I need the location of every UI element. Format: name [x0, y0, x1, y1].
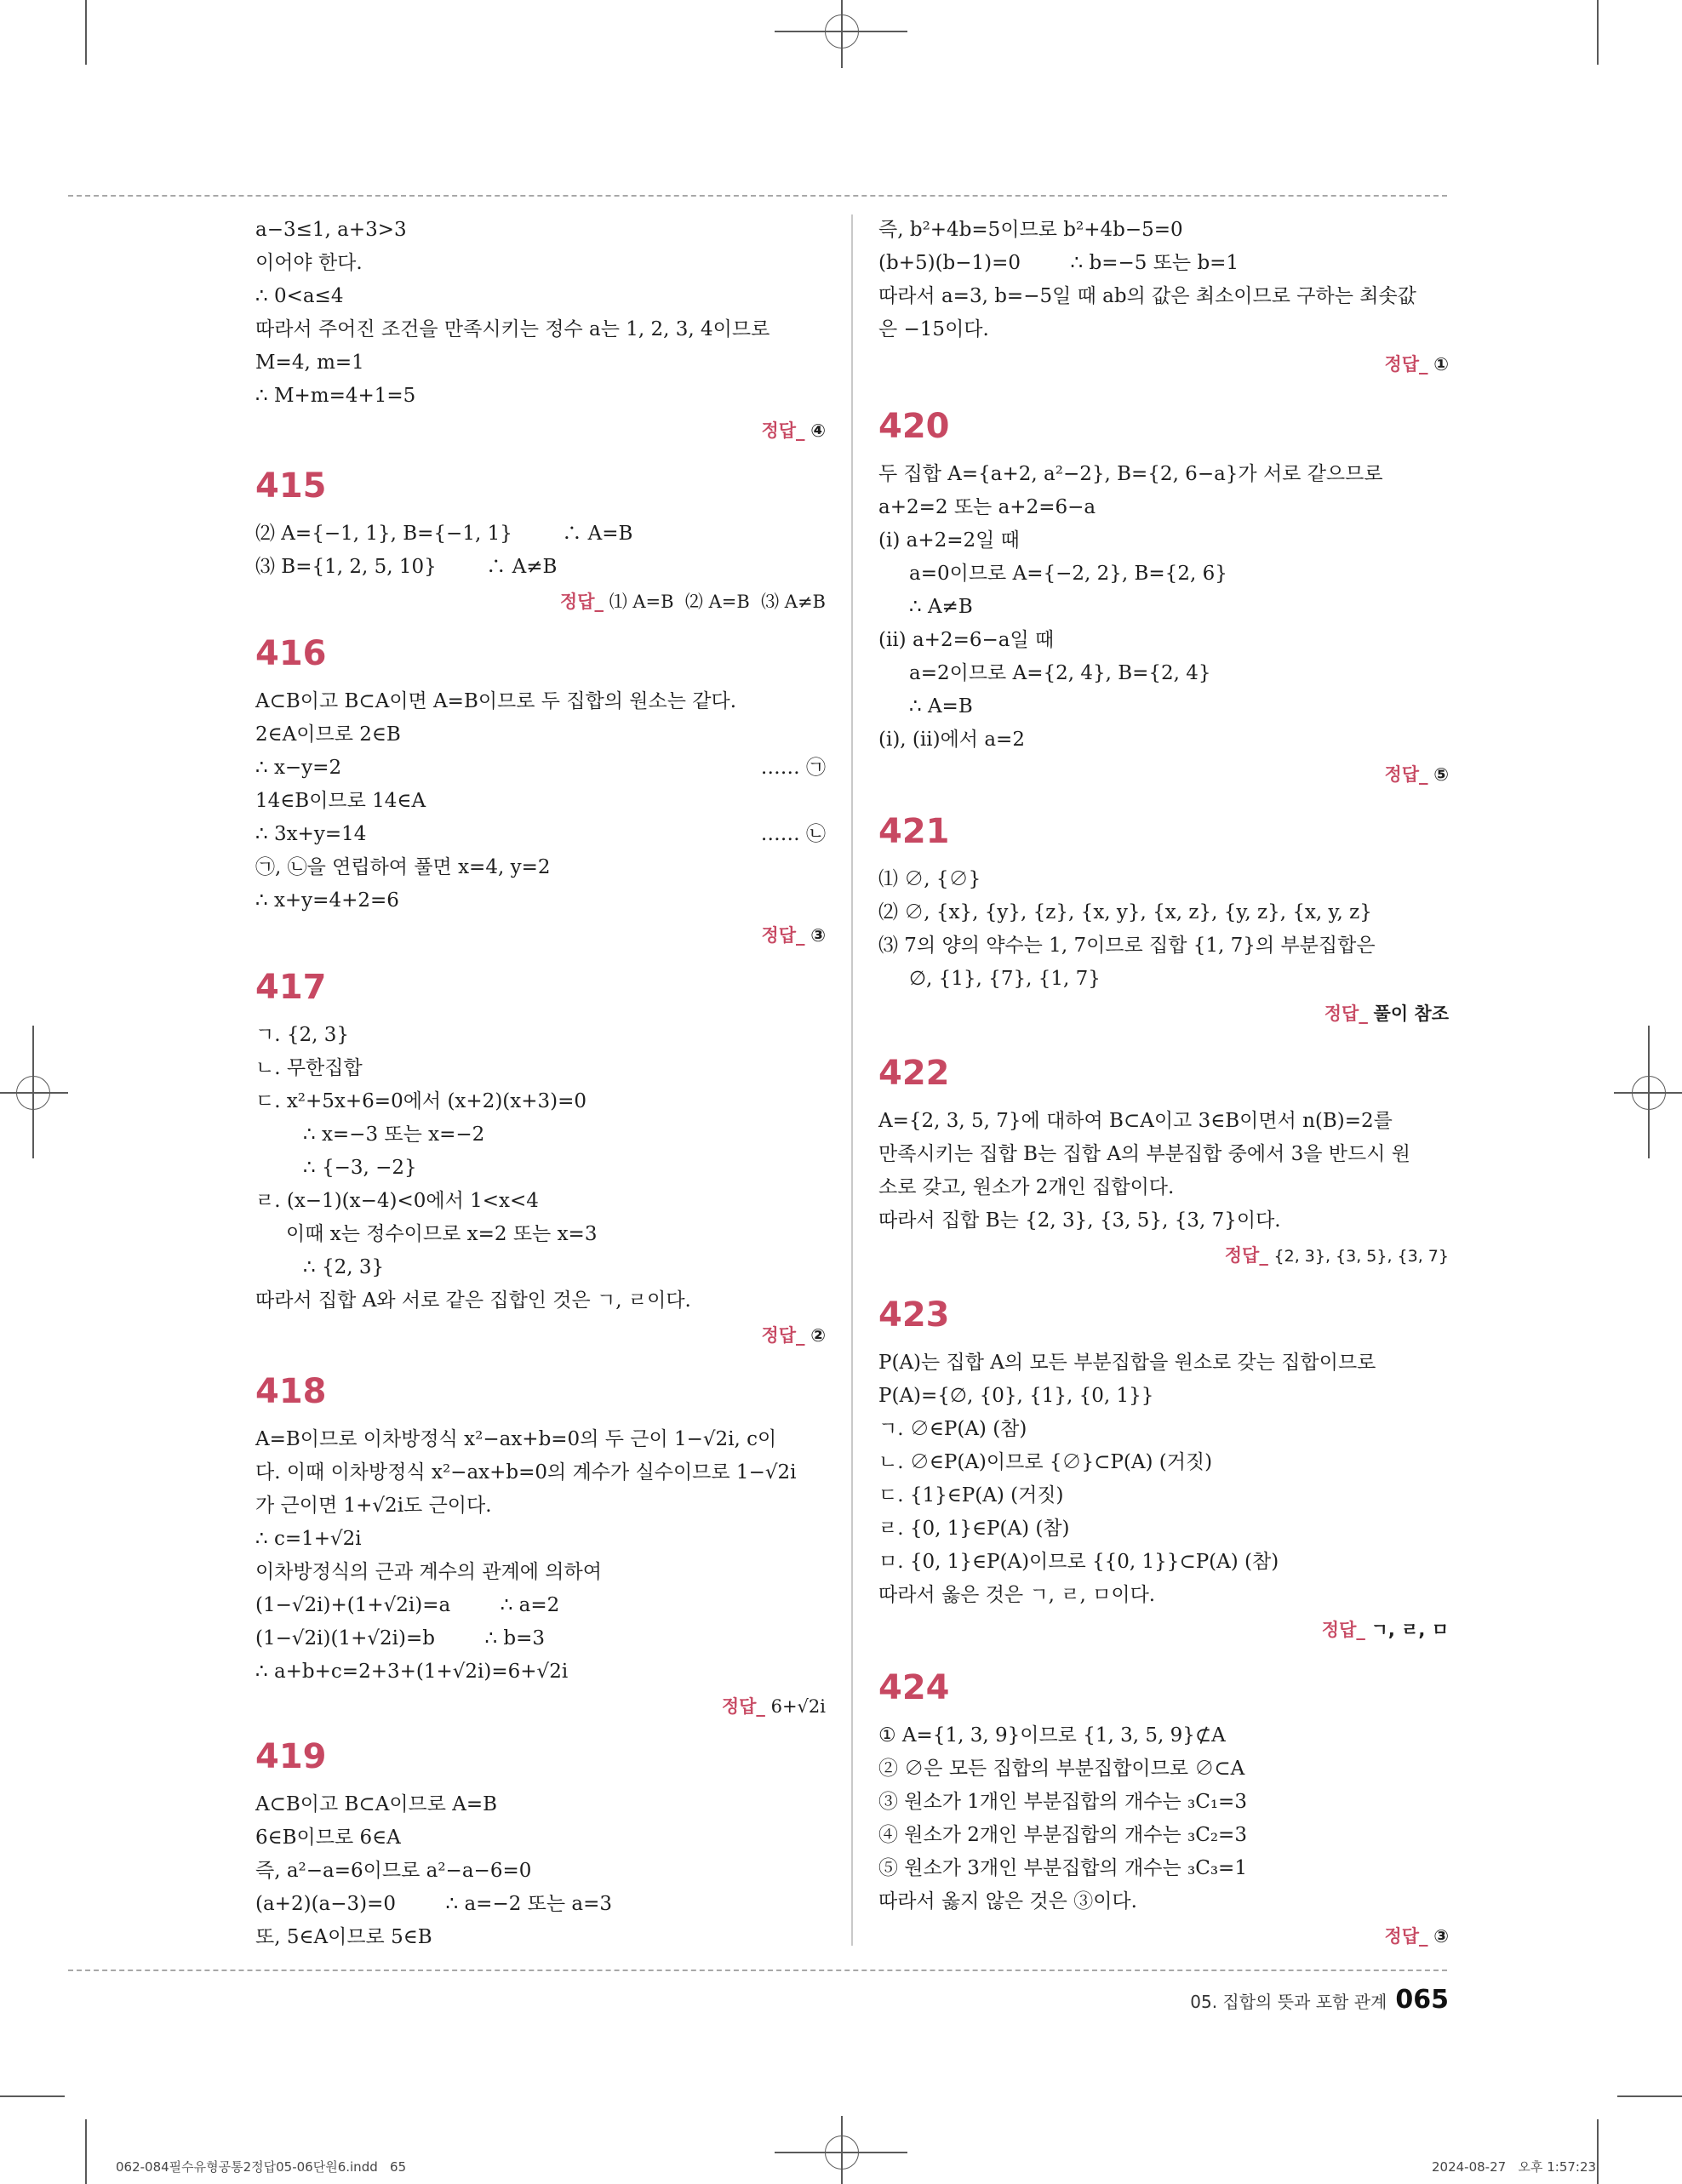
solution-line: A={2, 3, 5, 7}에 대하여 B⊂A이고 3∈B이면서 n(B)=2를 — [878, 1110, 1393, 1132]
solution-line: A⊂B이고 B⊂A이면 A=B이므로 두 집합의 원소는 같다. — [255, 690, 737, 712]
answer — [255, 1319, 826, 1352]
solution-line: ㉠, ㉡을 연립하여 풀면 x=4, y=2 — [255, 856, 551, 878]
answer — [878, 1920, 1449, 1953]
problem-417 — [255, 964, 826, 1352]
solution-line: ㄱ. ∅∈P(A) (참) — [878, 1418, 1027, 1440]
problem-number: 417 — [255, 968, 327, 1007]
problem-number: 415 — [255, 466, 327, 506]
solution-line: ⑵ A={−1, 1}, B={−1, 1} ∴ A=B — [255, 523, 633, 545]
solution-line: ① A={1, 3, 9}이므로 {1, 3, 5, 9}⊄A — [878, 1724, 1226, 1747]
solution-line: (ⅱ) a+2=6−a일 때 — [878, 629, 1055, 651]
bottom-rule — [68, 1970, 1447, 1971]
solution-line: ∴ c=1+√2i — [255, 1528, 362, 1550]
crop-mark — [1597, 2119, 1599, 2184]
solution-line: ⑤ 원소가 3개인 부분집합의 개수는 ₃C₃=1 — [878, 1857, 1247, 1879]
answer — [255, 415, 826, 448]
section-title: 05. 집합의 뜻과 포함 관계 — [1190, 1992, 1387, 2012]
crop-mark — [0, 2095, 65, 2097]
answer-value: ㄱ, ㄹ, ㅁ — [1370, 1620, 1449, 1640]
answer-value: {2, 3}, {3, 5}, {3, 7} — [1273, 1247, 1449, 1266]
answer — [878, 998, 1449, 1031]
solution-line: (b+5)(b−1)=0 ∴ b=−5 또는 b=1 — [878, 252, 1239, 274]
equation: ∴ 3x+y=14 — [255, 823, 367, 845]
answer-label: 정답_ — [761, 1325, 805, 1346]
solution-line: 두 집합 A={a+2, a²−2}, B={2, 6−a}가 서로 같으므로 — [878, 463, 1383, 485]
solution-line: (1−√2i)+(1+√2i)=a ∴ a=2 — [255, 1594, 560, 1616]
answer-value: ③ — [1433, 1926, 1449, 1947]
answer-label: 정답_ — [1384, 354, 1428, 374]
solution-line: ⑶ 7의 양의 약수는 1, 7이므로 집합 {1, 7}의 부분집합은 — [878, 935, 1376, 957]
equation-mark: …… ㉡ — [760, 823, 826, 845]
answer-value: ② — [810, 1325, 826, 1346]
solution-line: ∴ 0<a≤4 — [255, 285, 344, 307]
print-slug-file: 062-084필수유형공통2정답05-06단원6.indd 65 — [116, 2159, 407, 2175]
answer-label: 정답_ — [1384, 1926, 1428, 1947]
solution-line: a=2이므로 A={2, 4}, B={2, 4} — [909, 662, 1211, 684]
problem-420 — [878, 403, 1449, 792]
answer — [255, 1690, 826, 1724]
column-divider — [851, 214, 853, 1946]
equation: ∴ x−y=2 — [255, 757, 342, 779]
answer-label: 정답_ — [1224, 1245, 1268, 1266]
solution-line: 이때 x는 정수이므로 x=2 또는 x=3 — [286, 1223, 598, 1245]
solution-line: 6∈B이므로 6∈A — [255, 1827, 401, 1849]
solution-line: ∴ x+y=4+2=6 — [255, 889, 399, 912]
solution-line: ㄱ. {2, 3} — [255, 1024, 349, 1046]
answer-value: ④ — [810, 420, 826, 441]
problem-number: 418 — [255, 1372, 327, 1411]
solution-line: a+2=2 또는 a+2=6−a — [878, 496, 1096, 518]
solution-line: ㄷ. {1}∈P(A) (거짓) — [878, 1484, 1064, 1507]
problem-number: 422 — [878, 1054, 950, 1093]
solution-line: ⑴ ∅, {∅} — [878, 868, 981, 890]
solution-line: 따라서 집합 B는 {2, 3}, {3, 5}, {3, 7}이다. — [878, 1209, 1281, 1232]
solution-line: 2∈A이므로 2∈B — [255, 723, 401, 746]
solution-line: 이어야 한다. — [255, 252, 363, 274]
problem-number: 424 — [878, 1668, 950, 1707]
solution-line: ㄴ. ∅∈P(A)이므로 {∅}⊂P(A) (거짓) — [878, 1451, 1213, 1473]
answer-label: 정답_ — [761, 420, 805, 441]
registration-mark — [16, 1076, 50, 1110]
solution-line: ㄴ. 무한집합 — [255, 1057, 363, 1079]
solution-line: 따라서 옳지 않은 것은 ③이다. — [878, 1890, 1137, 1912]
problem-number: 419 — [255, 1737, 327, 1776]
solution-line: ∴ A≠B — [909, 596, 973, 618]
solution-line: 즉, a²−a=6이므로 a²−a−6=0 — [255, 1860, 532, 1882]
page-number: 065 — [1395, 1985, 1449, 2015]
answer-label: 정답_ — [1321, 1620, 1365, 1640]
problem-number: 423 — [878, 1295, 950, 1335]
solution-line: P(A)={∅, {0}, {1}, {0, 1}} — [878, 1385, 1154, 1407]
solution-line: 가 근이면 1+√2i도 근이다. — [255, 1495, 492, 1517]
registration-mark — [825, 2135, 859, 2170]
page-footer — [1098, 1985, 1449, 2015]
solution-line: (a+2)(a−3)=0 ∴ a=−2 또는 a=3 — [255, 1893, 613, 1915]
solution-414-continued — [255, 214, 826, 448]
print-slug-timestamp: 2024-08-27 오후 1:57:23 — [1432, 2159, 1597, 2175]
solution-419-continued — [878, 214, 1449, 381]
solution-line: 또, 5∈A이므로 5∈B — [255, 1926, 432, 1948]
solution-line: (1−√2i)(1+√2i)=b ∴ b=3 — [255, 1627, 546, 1649]
solution-line: (ⅰ) a+2=2일 때 — [878, 529, 1020, 552]
answer — [878, 758, 1449, 792]
problem-419 — [255, 1734, 826, 1954]
solution-line: ㄹ. {0, 1}∈P(A) (참) — [878, 1518, 1070, 1540]
answer-value: 풀이 참조 — [1373, 1003, 1449, 1024]
answer-value: 6+√2i — [770, 1696, 826, 1717]
answer — [878, 348, 1449, 381]
equation-mark: …… ㉠ — [760, 757, 826, 779]
solution-line: ⑶ B={1, 2, 5, 10} ∴ A≠B — [255, 556, 558, 578]
solution-line: ④ 원소가 2개인 부분집합의 개수는 ₃C₂=3 — [878, 1824, 1247, 1846]
solution-line: ③ 원소가 1개인 부분집합의 개수는 ₃C₁=3 — [878, 1791, 1247, 1813]
problem-416 — [255, 631, 826, 952]
solution-line: a−3≤1, a+3>3 — [255, 219, 407, 241]
solution-line: 소로 갖고, 원소가 2개인 집합이다. — [878, 1176, 1175, 1198]
registration-mark — [825, 14, 859, 49]
solution-line: 만족시키는 집합 B는 집합 A의 부분집합 중에서 3을 반드시 원 — [878, 1143, 1410, 1165]
answer-value: ③ — [810, 925, 826, 946]
answer — [878, 1239, 1449, 1272]
crop-mark — [85, 0, 87, 65]
answer-label: 정답_ — [1324, 1003, 1368, 1024]
crop-mark — [1617, 2095, 1682, 2097]
solution-line: 따라서 집합 A와 서로 같은 집합인 것은 ㄱ, ㄹ이다. — [255, 1289, 691, 1312]
solution-line: M=4, m=1 — [255, 352, 364, 374]
solution-line: (ⅰ), (ⅱ)에서 a=2 — [878, 729, 1025, 751]
answer-value: ⑴ A=B ⑵ A=B ⑶ A≠B — [609, 592, 826, 612]
solution-line — [255, 818, 826, 851]
solution-line: ⑵ ∅, {x}, {y}, {z}, {x, y}, {x, z}, {y, z}, {x, y, z} — [878, 901, 1372, 923]
solution-line: ㄹ. (x−1)(x−4)<0에서 1<x<4 — [255, 1190, 539, 1212]
solution-line: ∅, {1}, {7}, {1, 7} — [909, 968, 1101, 990]
solution-line: 14∈B이므로 14∈A — [255, 790, 426, 812]
crop-mark — [85, 2119, 87, 2184]
answer — [255, 586, 826, 619]
problem-number: 420 — [878, 407, 950, 446]
solution-line: 은 −15이다. — [878, 318, 989, 340]
problem-424 — [878, 1665, 1449, 1953]
crop-mark — [1597, 0, 1599, 65]
answer — [255, 919, 826, 952]
answer-value: ⑤ — [1433, 764, 1449, 785]
problem-number: 416 — [255, 634, 327, 673]
problem-422 — [878, 1050, 1449, 1272]
problem-423 — [878, 1292, 1449, 1647]
solution-line: ∴ A=B — [909, 695, 973, 718]
solution-line: 따라서 주어진 조건을 만족시키는 정수 a는 1, 2, 3, 4이므로 — [255, 318, 770, 340]
answer-value: ① — [1433, 354, 1449, 374]
answer-label: 정답_ — [1384, 764, 1428, 785]
solution-line: ∴ a+b+c=2+3+(1+√2i)=6+√2i — [255, 1661, 569, 1683]
registration-mark — [1632, 1076, 1666, 1110]
solution-line: A⊂B이고 B⊂A이므로 A=B — [255, 1793, 498, 1815]
answer-label: 정답_ — [761, 925, 805, 946]
solution-line: 다. 이때 이차방정식 x²−ax+b=0의 계수가 실수이므로 1−√2i — [255, 1461, 797, 1484]
answer-label: 정답_ — [559, 592, 604, 612]
solution-line: A=B이므로 이차방정식 x²−ax+b=0의 두 근이 1−√2i, c이 — [255, 1428, 777, 1450]
solution-line — [255, 752, 826, 785]
solution-line: ∴ {−3, −2} — [303, 1157, 417, 1179]
solution-line: ∴ M+m=4+1=5 — [255, 385, 416, 407]
problem-418 — [255, 1369, 826, 1724]
solution-line: ㄷ. x²+5x+6=0에서 (x+2)(x+3)=0 — [255, 1090, 587, 1112]
solution-line: 이차방정식의 근과 계수의 관계에 의하여 — [255, 1561, 602, 1583]
solution-line: 따라서 옳은 것은 ㄱ, ㄹ, ㅁ이다. — [878, 1584, 1156, 1606]
solution-line: ∴ x=−3 또는 x=−2 — [303, 1123, 485, 1146]
top-rule — [68, 195, 1447, 197]
problem-415 — [255, 463, 826, 619]
answer — [878, 1614, 1449, 1647]
solution-line: 즉, b²+4b=5이므로 b²+4b−5=0 — [878, 219, 1183, 241]
solution-line: a=0이므로 A={−2, 2}, B={2, 6} — [909, 563, 1227, 585]
solution-line: ② ∅은 모든 집합의 부분집합이므로 ∅⊂A — [878, 1758, 1245, 1780]
solution-line: 따라서 a=3, b=−5일 때 ab의 값은 최소이므로 구하는 최솟값 — [878, 285, 1416, 307]
solution-line: P(A)는 집합 A의 모든 부분집합을 원소로 갖는 집합이므로 — [878, 1352, 1376, 1374]
solution-line: ㅁ. {0, 1}∈P(A)이므로 {{0, 1}}⊂P(A) (참) — [878, 1551, 1279, 1573]
solution-line: ∴ {2, 3} — [303, 1256, 385, 1278]
problem-421 — [878, 809, 1449, 1031]
problem-number: 421 — [878, 812, 950, 851]
answer-label: 정답_ — [721, 1696, 765, 1717]
